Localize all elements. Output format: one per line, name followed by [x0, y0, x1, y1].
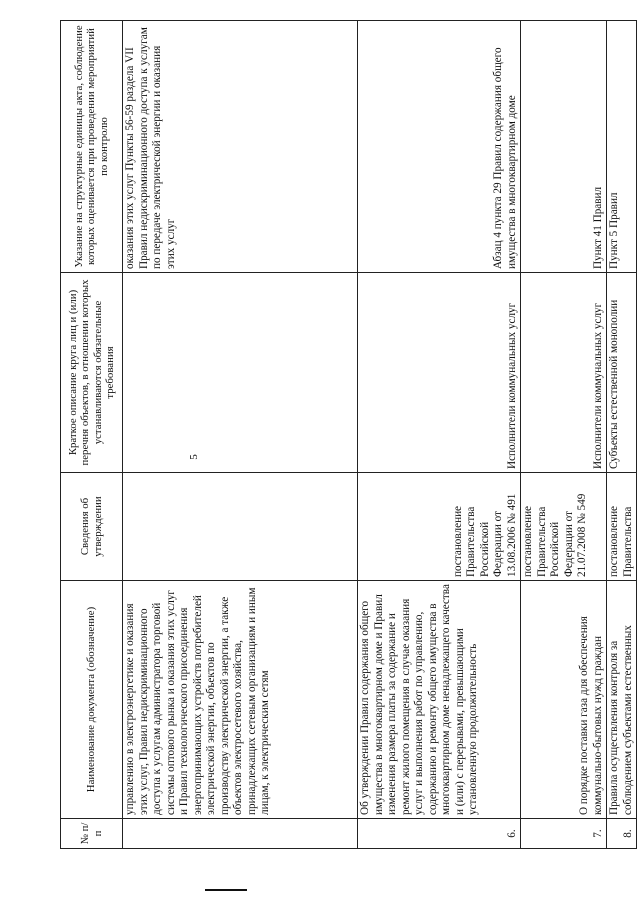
- row-structure: Абзац 4 пункта 29 Правил содержания общего имущества в многоквартирном доме: [358, 21, 521, 273]
- table-row: [123, 21, 358, 849]
- row-subjects: Субъекты естественной монополии: [607, 273, 637, 473]
- requirements-table: [60, 20, 637, 849]
- row-num: [123, 819, 358, 849]
- row-name: О порядке поставки газа для обеспечения коммунально-бытовых нужд граждан: [521, 581, 607, 819]
- row-approval: постановление Правительства Российской Федерации от 21.07.2008 № 549: [521, 473, 607, 581]
- table-row: [521, 21, 607, 849]
- row-structure: оказания этих услуг Пункты 56-59 раздела VII Правил недискриминационного доступа к услугам по передаче электрической энергии и оказания этих услуг: [123, 21, 358, 273]
- row-approval: постановление Правительства Российской Федерации от 13.08.2006 № 491: [358, 473, 521, 581]
- row-name: Правила осуществления контроля за соблюдением субъектами естественных: [607, 581, 637, 819]
- table-row: [358, 21, 521, 849]
- row-structure: Пункт 41 Правил: [521, 21, 607, 273]
- page-number: 5: [188, 454, 200, 460]
- header-structure: Указание на структурные единицы акта, соблюдение которых оценивается при проведении мероприятий по контролю: [61, 21, 123, 273]
- row-subjects: [123, 273, 358, 473]
- header-approval: Сведения об утверждении: [61, 473, 123, 581]
- row-name: управлению в электроэнергетике и оказания этих услуг, Правил недискриминационного доступа к услугам администратора торговой системы оптового рынка и оказания этих услуг и Правил технологического присоединения энергопринимающих устройств потребителей электрической энергии, объектов по производству электрической энергии, а также объектов электросетевого хозяйства, принадлежащих сетевым организациям и иным лицам, к электрическим сетям: [123, 581, 358, 819]
- header-name: Наименование документа (обозначение): [61, 581, 123, 819]
- row-subjects: Исполнители коммунальных услуг: [358, 273, 521, 473]
- header-subjects: Краткое описание круга лиц и (или) перечня объектов, в отношении которых устанавливаются обязательные требования: [61, 273, 123, 473]
- row-name: Об утверждении Правил содержания общего имущества в многоквартирном доме и Правил изменения размера платы за содержание и ремонт жилого помещения в случае оказания услуг и выполнения работ по управлению, содержанию и ремонту общего имущества в многоквартирном доме ненадлежащего качества и (или) с перерывами, превышающими установленную продолжительность: [358, 581, 521, 819]
- row-num: 8.: [607, 819, 637, 849]
- table-header-row: [61, 21, 123, 849]
- row-subjects: Исполнители коммунальных услуг: [521, 273, 607, 473]
- row-approval: постановление Правительства: [607, 473, 637, 581]
- header-num: № п/п: [61, 819, 123, 849]
- table-row: [607, 21, 637, 849]
- row-structure: Пункт 5 Правил: [607, 21, 637, 273]
- row-num: 7.: [521, 819, 607, 849]
- scan-mark: [205, 889, 247, 891]
- row-num: 6.: [358, 819, 521, 849]
- row-approval: [123, 473, 358, 581]
